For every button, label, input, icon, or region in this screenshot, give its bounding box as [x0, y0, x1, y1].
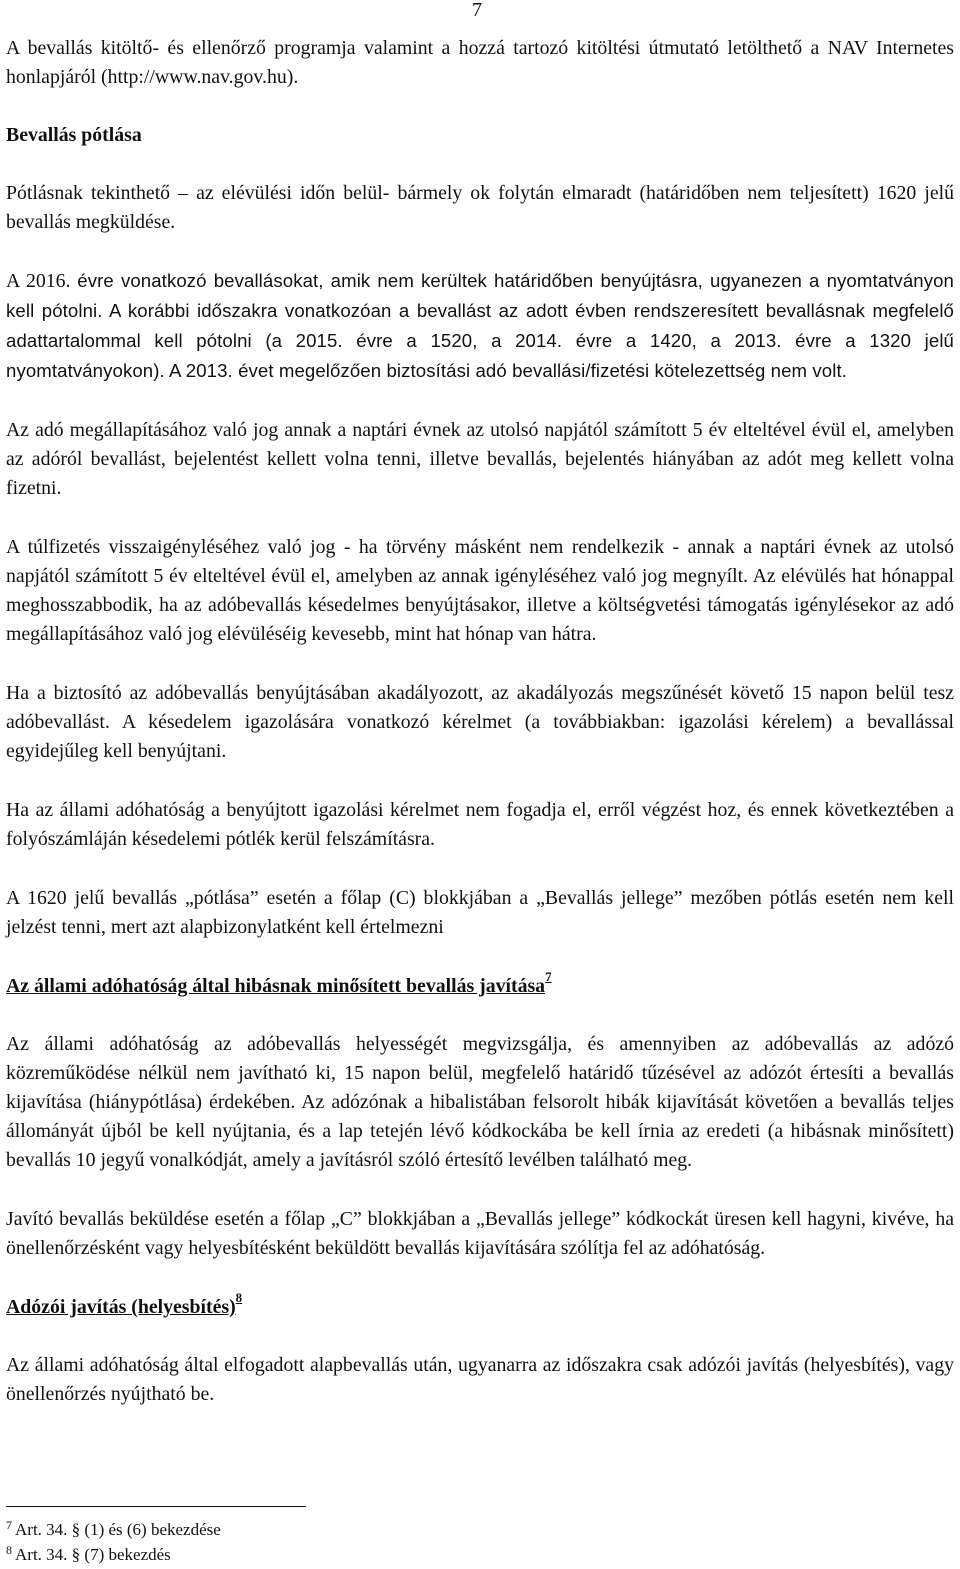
footnote-7 [6, 1518, 221, 1543]
footnotes [6, 1518, 221, 1568]
elevules-paragraph: Az adó megállapításához való jog annak a naptári évnek az utolsó napjától számított 5 év elteltével évül el, amelyben az adóról bevallást, bejelentést kellett volna tenni, illetve bevallás, bejelentés hiányában az adót meg kellett volna fizetni. [6, 419, 954, 499]
year-2016-paragraph [6, 266, 954, 386]
bevallas-jellege-paragraph: A 1620 jelű bevallás „pótlása” esetén a főlap (C) blokkjában a „Bevallás jellege” mezőben pótlás esetén nem kell jelzést tenni, mert azt alapbizonylatként kell értelmezni [6, 887, 954, 938]
footnote-mark: 8 [6, 1543, 12, 1557]
heading-hibas-bevallas [6, 969, 954, 1001]
hibas-bevallas-paragraph: Az állami adóhatóság az adóbevallás helyességét megvizsgálja, és amennyiben az adóbevallás az adózó közreműködése nélkül nem javítható ki, 15 napon belül, megfelelő határidő tűzésével az adózót értesíti a bevallás kijavítása (hiánypótlása) érdekében. Az adózónak a hibalistában felsorolt hibák kijavítását követően a bevallás teljes állományát újból be kell nyújtania, és a lap tetején lévő kódkockába be kell írnia az eredeti (a hibásnak minősített) bevallás 10 jegyű vonalkódját, amely a javításról szóló értesítő levélben található meg. [6, 1033, 954, 1171]
heading-hibas-text: Az állami adóhatóság által hibásnak minősített bevallás javítása [6, 975, 546, 997]
footnote-divider [6, 1506, 306, 1507]
footnote-8 [6, 1543, 221, 1568]
tulfizetes-paragraph: A túlfizetés visszaigényléséhez való jog - ha törvény másként nem rendelkezik - annak a naptári évnek az utolsó napjától számított 5 év elteltével évül el, amelyben az annak igényléséhez való jog megnyílt. Az elévülés hat hónappal meghosszabbodik, ha az adóbevallás késedelmes benyújtásakor, illetve a költségvetési támogatás igénylésekor az adó megállapításához való jog elévüléséig kevesebb, mint hat hónap van hátra. [6, 536, 954, 645]
footnote-ref-8: 8 [235, 1290, 243, 1306]
year-2016-lead: A 2016. [6, 270, 78, 292]
document-body [6, 34, 954, 1409]
footnote-text: Art. 34. § (1) és (6) bekezdése [15, 1520, 221, 1539]
potlas-definition-paragraph: Pótlásnak tekinthető ‒ az elévülési időn belül- bármely ok folytán elmaradt (határidőben nem teljesített) 1620 jelű bevallás megküldése. [6, 182, 954, 233]
footnote-text: Art. 34. § (7) bekezdés [15, 1545, 171, 1564]
heading-bevallas-potlasa: Bevallás pótlása [6, 124, 142, 146]
adozoi-javitas-paragraph: Az állami adóhatóság által elfogadott alapbevallás után, ugyanarra az időszakra csak adózói javítás (helyesbítés), vagy önellenőrzés nyújtható be. [6, 1354, 954, 1405]
intro-paragraph: A bevallás kitöltő- és ellenőrző programja valamint a hozzá tartozó kitöltési útmutató letölthető a NAV Internetes honlapjáról (http://www.nav.gov.hu). [6, 37, 954, 88]
footnote-mark: 7 [6, 1518, 12, 1532]
igazolasi-paragraph: Ha az állami adóhatóság a benyújtott igazolási kérelmet nem fogadja el, erről végzést hoz, és ennek következtében a folyószámláján késedelemi pótlék kerül felszámításra. [6, 799, 954, 850]
page-number: 7 [472, 0, 482, 21]
akadalyozott-paragraph: Ha a biztosító az adóbevallás benyújtásában akadályozott, az akadályozás megszűnését követő 15 napon belül tesz adóbevallást. A késedelem igazolására vonatkozó kérelmet (a továbbiakban: igazolási kérelem) a bevallással egyidejűleg kell benyújtani. [6, 682, 954, 762]
heading-adozoi-text: Adózói javítás (helyesbítés) [6, 1296, 236, 1318]
year-2016-body: évre vonatkozó bevallásokat, amik nem kerültek határidőben benyújtásra, ugyanezen a nyomtatványon kell pótolni. A korábbi időszakra vonatkozóan a bevallást az adott évben rendszeresített bevallásnak megfelelő adattartalommal kell pótolni (a 2015. évre a 1520, a 2014. évre a 1420, a 2013. évre a 1320 jelű nyomtatványokon). A 2013. évet megelőzően biztosítási adó bevallási/fizetési kötelezettség nem volt. [6, 270, 954, 381]
javito-bevallas-paragraph: Javító bevallás beküldése esetén a főlap „C” blokkjában a „Bevallás jellege” kódkockát üresen kell hagyni, kivéve, ha önellenőrzésként vagy helyesbítésként beküldött bevallás kijavítására szólítja fel az adóhatóság. [6, 1208, 954, 1259]
footnote-ref-7: 7 [545, 969, 552, 985]
heading-adozoi-javitas [6, 1290, 954, 1322]
